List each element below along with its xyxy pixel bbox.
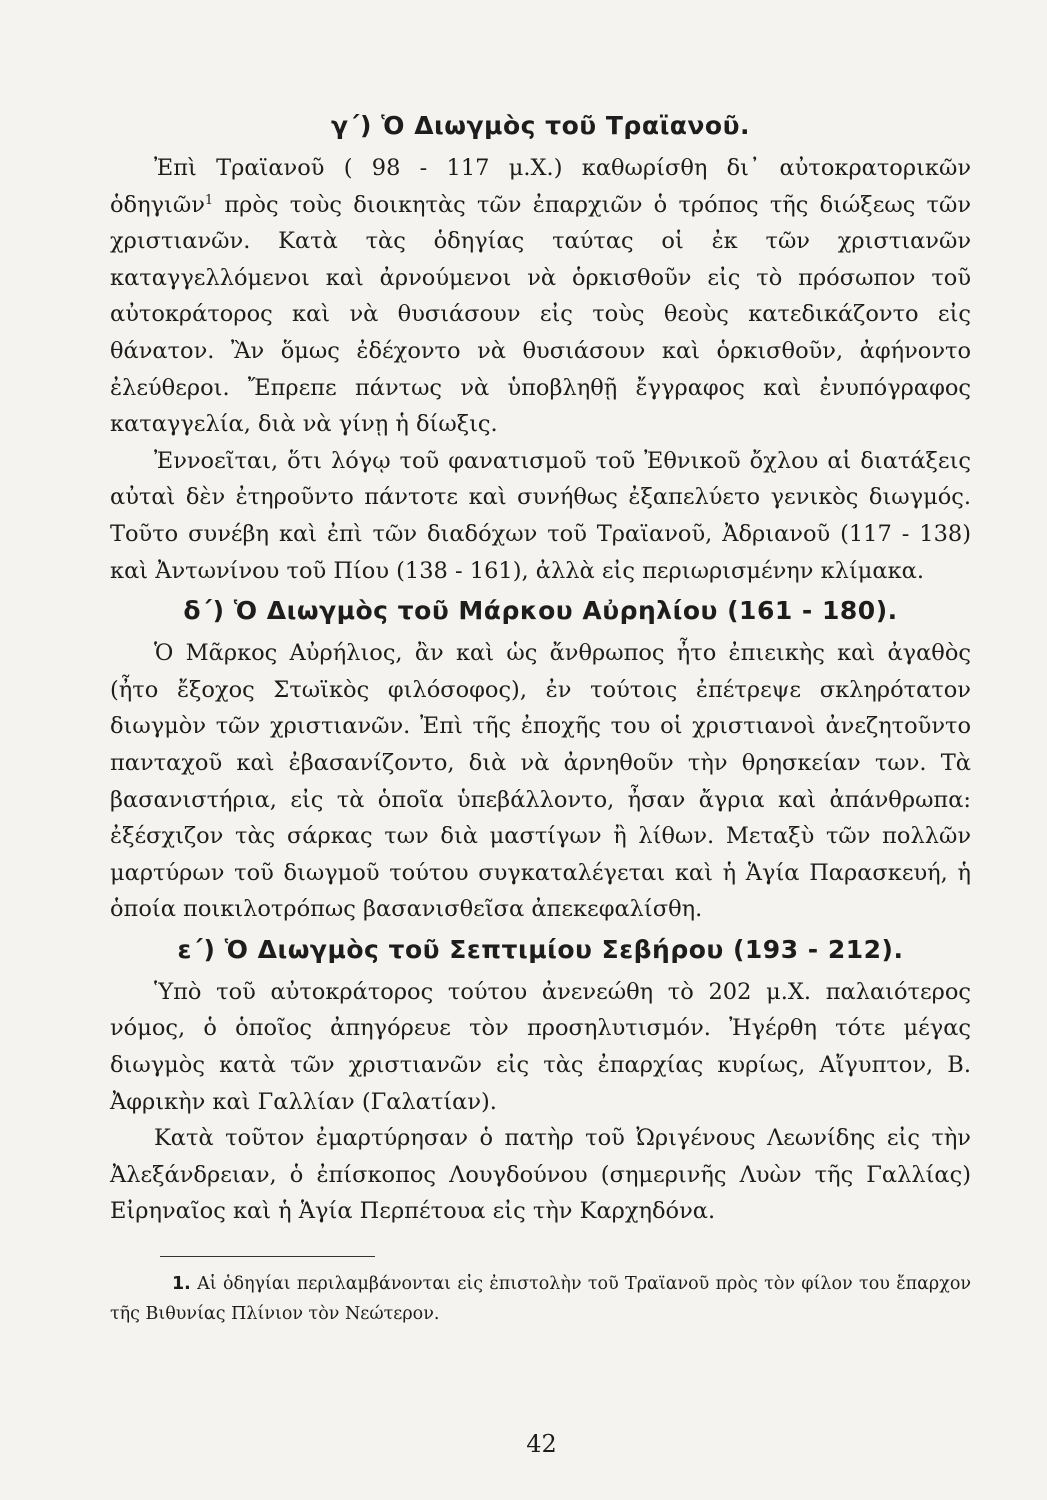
- paragraph-marcus-aurelius: Ὁ Μᾶρκος Αὐρήλιος, ἂν καὶ ὡς ἄνθρωπος ἦτο ἐπιεικὴς καὶ ἀγαθὸς (ἦτο ἔξοχος Στωϊκὸς φιλόσοφος), ἐν τούτοις ἐπέτρεψε σκληρότατον διωγμὸν τῶν χριστιανῶν. Ἐπὶ τῆς ἐποχῆς του οἱ χριστιανοὶ ἀνεζητοῦντο πανταχοῦ καὶ ἐβασανίζοντο, διὰ νὰ ἀρνηθοῦν τὴν θρησκείαν των. Τὰ βασανιστήρια, εἰς τὰ ὁποῖα ὑπεβάλλοντο, ἦσαν ἄγρια καὶ ἀπάνθρωπα: ἐξέσχιζον τὰς σάρκας των διὰ μαστίγων ἢ λίθων. Μεταξὺ τῶν πολλῶν μαρτύρων τοῦ διωγμοῦ τούτου συγκαταλέγεται καὶ ἡ Ἁγία Παρασκευή, ἡ ὁποία ποικιλοτρόπως βασανισθεῖσα ἀπεκεφαλίσθη.: [110, 640, 971, 923]
- footnote-text: Αἱ ὁδηγίαι περιλαμβάνονται εἰς ἐπιστολὴν τοῦ Τραϊανοῦ πρὸς τὸν φίλον του ἔπαρχον τῆς Βιθυνίας Πλίνιον τὸν Νεώτερον.: [110, 1274, 971, 1325]
- footnote-divider: [160, 1256, 375, 1257]
- section-title-marcus-aurelius: δ΄) Ὁ Διωγμὸς τοῦ Μάρκου Αὐρηλίου (161 - 180).: [183, 596, 898, 626]
- paragraph-severus-1: Ὑπὸ τοῦ αὐτοκράτορος τούτου ἀνενεώθη τὸ 202 μ.Χ. παλαιότερος νόμος, ὁ ὁποῖος ἀπηγόρευε τὸν προσηλυτισμόν. Ἠγέρθη τότε μέγας διωγμὸς κατὰ τῶν χριστιανῶν εἰς τὰς ἐπαρχίας κυρίως, Αἴγυπτον, Β. Ἀφρικὴν καὶ Γαλλίαν (Γαλατίαν).: [110, 978, 971, 1115]
- footnote: [110, 1269, 971, 1329]
- paragraph-trajan-1: [110, 150, 971, 443]
- footnote-reference[interactable]: 1: [204, 192, 214, 208]
- section-title-septimius-severus: ε΄) Ὁ Διωγμὸς τοῦ Σεπτιμίου Σεβήρου (193 - 212).: [177, 934, 904, 964]
- page-number: 42: [526, 1430, 557, 1458]
- footnote-number: 1.: [172, 1274, 191, 1295]
- paragraph-trajan-2: Ἐννοεῖται, ὅτι λόγῳ τοῦ φανατισμοῦ τοῦ Ἐθνικοῦ ὄχλου αἱ διατάξεις αὐταὶ δὲν ἐτηροῦντο πάντοτε καὶ συνήθως ἐξαπελύετο γενικὸς διωγμός. Τοῦτο συνέβη καὶ ἐπὶ τῶν διαδόχων τοῦ Τραϊανοῦ, Ἀδριανοῦ (117 - 138) καὶ Ἀντωνίνου τοῦ Πίου (138 - 161), ἀλλὰ εἰς περιωρισμένην κλίμακα.: [110, 447, 971, 584]
- paragraph-severus-2: Κατὰ τοῦτον ἐμαρτύρησαν ὁ πατὴρ τοῦ Ὠριγένους Λεωνίδης εἰς τὴν Ἀλεξάνδρειαν, ὁ ἐπίσκοπος Λουγδούνου (σημερινῆς Λυὼν τῆς Γαλλίας) Εἰρηναῖος καὶ ἡ Ἁγία Περπέτουα εἰς τὴν Καρχηδόνα.: [110, 1125, 971, 1225]
- section-title-trajan: γ΄) Ὁ Διωγμὸς τοῦ Τραϊανοῦ.: [330, 111, 750, 140]
- paragraph-text: πρὸς τοὺς διοικητὰς τῶν ἐπαρχιῶν ὁ τρόπος τῆς διώξεως τῶν χριστιανῶν. Κατὰ τὰς ὁδηγίας ταύτας οἱ ἐκ τῶν χριστιανῶν καταγγελλόμενοι καὶ ἀρνούμενοι νὰ ὁρκισθοῦν εἰς τὸ πρόσωπον τοῦ αὐτοκράτορος καὶ νὰ θυσιάσουν εἰς τοὺς θεοὺς κατεδικάζοντο εἰς θάνατον. Ἂν ὅμως ἐδέχοντο νὰ θυσιάσουν καὶ ὁρκισθοῦν, ἀφήνοντο ἐλεύθεροι. Ἔπρεπε πάντως νὰ ὑποβληθῇ ἔγγραφος καὶ ἐνυπόγραφος καταγγελία, διὰ νὰ γίνῃ ἡ δίωξις.: [110, 191, 971, 438]
- paragraph-text: Ἐπὶ Τραϊανοῦ ( 98 - 117 μ.Χ.) καθωρίσθη δι᾿ αὐτοκρατορικῶν ὁδηγιῶν: [110, 155, 971, 218]
